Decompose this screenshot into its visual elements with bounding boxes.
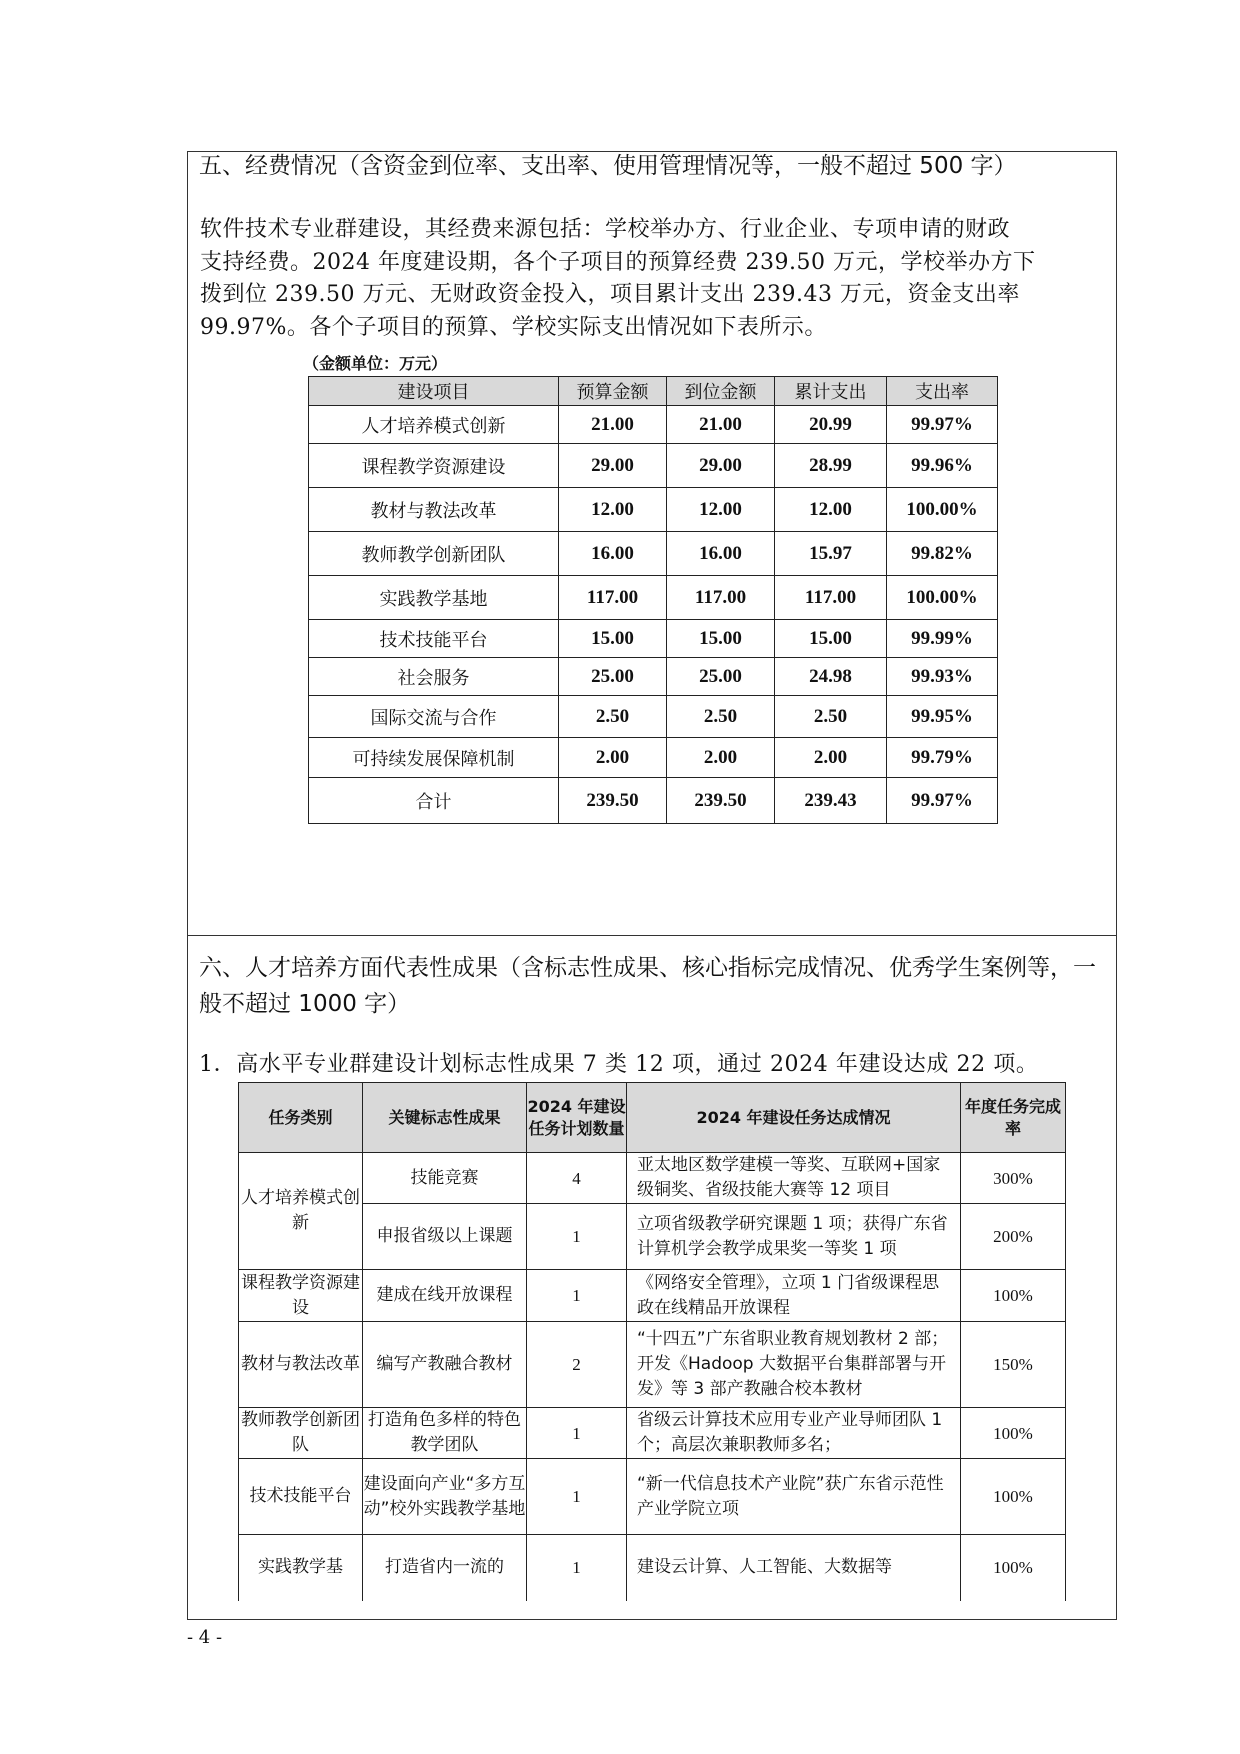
funding-table-row (309, 444, 998, 488)
amount-cell: 99.79% (887, 738, 998, 778)
task-category-cell: 教师教学创新团队 (239, 1408, 363, 1459)
achievement-cell: 亚太地区数学建模一等奖、互联网+国家级铜奖、省级技能大赛等 12 项目 (627, 1153, 961, 1204)
section-divider (187, 935, 1117, 936)
achievement-cell: 《网络安全管理》，立项 1 门省级课程思政在线精品开放课程 (627, 1270, 961, 1322)
outcome-cell: 打造角色多样的特色教学团队 (363, 1408, 527, 1459)
achievement-cell: “新一代信息技术产业院”获广东省示范性产业学院立项 (627, 1459, 961, 1535)
funding-table (308, 376, 998, 824)
amount-cell: 2.50 (559, 696, 667, 738)
project-name-cell: 教材与教法改革 (309, 488, 559, 532)
completion-rate-cell: 200% (961, 1204, 1066, 1270)
planned-count-cell: 2 (527, 1322, 627, 1408)
funding-table-row (309, 658, 998, 696)
header-cell: 建设项目 (309, 377, 559, 406)
outcome-cell: 技能竞赛 (363, 1153, 527, 1204)
header-cell: 任务类别 (239, 1083, 363, 1153)
paragraph-line: 拨到位 239.50 万元、无财政资金投入，项目累计支出 239.43 万元，资金支出率 (200, 282, 1020, 307)
amount-cell: 2.00 (775, 738, 887, 778)
amount-cell: 15.00 (667, 620, 775, 658)
funding-table-row (309, 488, 998, 532)
task-category-cell: 人才培养模式创新 (239, 1153, 363, 1270)
project-name-cell: 国际交流与合作 (309, 696, 559, 738)
planned-count-cell: 1 (527, 1408, 627, 1459)
task-table-row (239, 1408, 1066, 1459)
task-table (238, 1082, 1066, 1601)
section5-title: 五、经费情况（含资金到位率、支出率、使用管理情况等，一般不超过 500 字） (199, 153, 1017, 179)
amount-cell: 24.98 (775, 658, 887, 696)
amount-cell: 2.50 (775, 696, 887, 738)
planned-count-cell: 1 (527, 1459, 627, 1535)
amount-cell: 239.50 (559, 778, 667, 824)
amount-cell: 12.00 (559, 488, 667, 532)
amount-cell: 117.00 (559, 576, 667, 620)
header-cell: 年度任务完成率 (961, 1083, 1066, 1153)
project-name-cell: 教师教学创新团队 (309, 532, 559, 576)
funding-table-row (309, 620, 998, 658)
amount-cell: 99.97% (887, 778, 998, 824)
achievement-cell: 建设云计算、人工智能、大数据等 (627, 1535, 961, 1601)
amount-cell: 99.93% (887, 658, 998, 696)
funding-table-row (309, 532, 998, 576)
achievement-cell: 立项省级教学研究课题 1 项；获得广东省计算机学会教学成果奖一等奖 1 项 (627, 1204, 961, 1270)
outcome-cell: 建成在线开放课程 (363, 1270, 527, 1322)
amount-cell: 25.00 (559, 658, 667, 696)
planned-count-cell: 1 (527, 1204, 627, 1270)
project-name-cell: 社会服务 (309, 658, 559, 696)
unit-note: （金额单位：万元） (303, 354, 448, 373)
amount-cell: 100.00% (887, 576, 998, 620)
outcome-cell: 编写产教融合教材 (363, 1322, 527, 1408)
section6-title: 六、人才培养方面代表性成果（含标志性成果、核心指标完成情况、优秀学生案例等，一般不超过 1000 字） (199, 955, 1096, 1017)
amount-cell: 100.00% (887, 488, 998, 532)
planned-count-cell: 1 (527, 1535, 627, 1601)
funding-paragraph (200, 214, 1105, 344)
planned-count-cell: 4 (527, 1153, 627, 1204)
header-cell: 2024 年建设任务计划数量 (527, 1083, 627, 1153)
amount-cell: 117.00 (667, 576, 775, 620)
amount-cell: 21.00 (559, 406, 667, 444)
amount-cell: 99.82% (887, 532, 998, 576)
amount-cell: 239.43 (775, 778, 887, 824)
task-table-header (239, 1083, 1066, 1153)
funding-table-row (309, 696, 998, 738)
amount-cell: 21.00 (667, 406, 775, 444)
amount-cell: 99.95% (887, 696, 998, 738)
funding-table-row (309, 576, 998, 620)
task-table-row (239, 1459, 1066, 1535)
completion-rate-cell: 300% (961, 1153, 1066, 1204)
outcome-cell: 建设面向产业“多方互动”校外实践教学基地 (363, 1459, 527, 1535)
amount-cell: 239.50 (667, 778, 775, 824)
amount-cell: 12.00 (667, 488, 775, 532)
amount-cell: 15.97 (775, 532, 887, 576)
header-cell: 预算金额 (559, 377, 667, 406)
task-table-row (239, 1204, 1066, 1270)
funding-table-row (309, 738, 998, 778)
amount-cell: 20.99 (775, 406, 887, 444)
outcome-cell: 打造省内一流的 (363, 1535, 527, 1601)
task-category-cell: 课程教学资源建设 (239, 1270, 363, 1322)
funding-table-header (309, 377, 998, 406)
achievement-cell: 省级云计算技术应用专业产业导师团队 1 个；高层次兼职教师多名； (627, 1408, 961, 1459)
paragraph-line: 支持经费。2024 年度建设期，各个子项目的预算经费 239.50 万元，学校举办方下 (200, 249, 1036, 275)
amount-cell: 28.99 (775, 444, 887, 488)
header-cell: 2024 年建设任务达成情况 (627, 1083, 961, 1153)
amount-cell: 117.00 (775, 576, 887, 620)
amount-cell: 15.00 (775, 620, 887, 658)
amount-cell: 25.00 (667, 658, 775, 696)
header-cell: 关键标志性成果 (363, 1083, 527, 1153)
completion-rate-cell: 100% (961, 1270, 1066, 1322)
task-table-row (239, 1153, 1066, 1204)
header-cell: 累计支出 (775, 377, 887, 406)
amount-cell: 16.00 (667, 532, 775, 576)
project-name-cell: 人才培养模式创新 (309, 406, 559, 444)
amount-cell: 2.00 (667, 738, 775, 778)
amount-cell: 16.00 (559, 532, 667, 576)
item-1-text: 1．高水平专业群建设计划标志性成果 7 类 12 项，通过 2024 年建设达成 22 项。 (199, 1052, 1039, 1077)
amount-cell: 15.00 (559, 620, 667, 658)
task-category-cell: 技术技能平台 (239, 1459, 363, 1535)
funding-table-row (309, 778, 998, 824)
completion-rate-cell: 100% (961, 1459, 1066, 1535)
paragraph-line: 软件技术专业群建设，其经费来源包括：学校举办方、行业企业、专项申请的财政 (200, 217, 1011, 242)
amount-cell: 29.00 (559, 444, 667, 488)
achievement-cell: “十四五”广东省职业教育规划教材 2 部；开发《Hadoop 大数据平台集群部署与开发》等 3 部产教融合校本教材 (627, 1322, 961, 1408)
project-name-cell: 实践教学基地 (309, 576, 559, 620)
page-number: - 4 - (187, 1627, 223, 1648)
amount-cell: 29.00 (667, 444, 775, 488)
project-name-cell: 技术技能平台 (309, 620, 559, 658)
amount-cell: 99.97% (887, 406, 998, 444)
amount-cell: 2.50 (667, 696, 775, 738)
completion-rate-cell: 150% (961, 1322, 1066, 1408)
task-category-cell: 教材与教法改革 (239, 1322, 363, 1408)
project-name-cell: 可持续发展保障机制 (309, 738, 559, 778)
task-table-row (239, 1535, 1066, 1601)
header-cell: 支出率 (887, 377, 998, 406)
completion-rate-cell: 100% (961, 1535, 1066, 1601)
task-table-row (239, 1270, 1066, 1322)
funding-table-row (309, 406, 998, 444)
planned-count-cell: 1 (527, 1270, 627, 1322)
outcome-cell: 申报省级以上课题 (363, 1204, 527, 1270)
project-name-cell: 合计 (309, 778, 559, 824)
header-cell: 到位金额 (667, 377, 775, 406)
amount-cell: 2.00 (559, 738, 667, 778)
amount-cell: 99.99% (887, 620, 998, 658)
amount-cell: 99.96% (887, 444, 998, 488)
completion-rate-cell: 100% (961, 1408, 1066, 1459)
task-table-row (239, 1322, 1066, 1408)
amount-cell: 12.00 (775, 488, 887, 532)
paragraph-line: 99.97%。各个子项目的预算、学校实际支出情况如下表所示。 (200, 314, 827, 340)
task-category-cell: 实践教学基 (239, 1535, 363, 1601)
project-name-cell: 课程教学资源建设 (309, 444, 559, 488)
